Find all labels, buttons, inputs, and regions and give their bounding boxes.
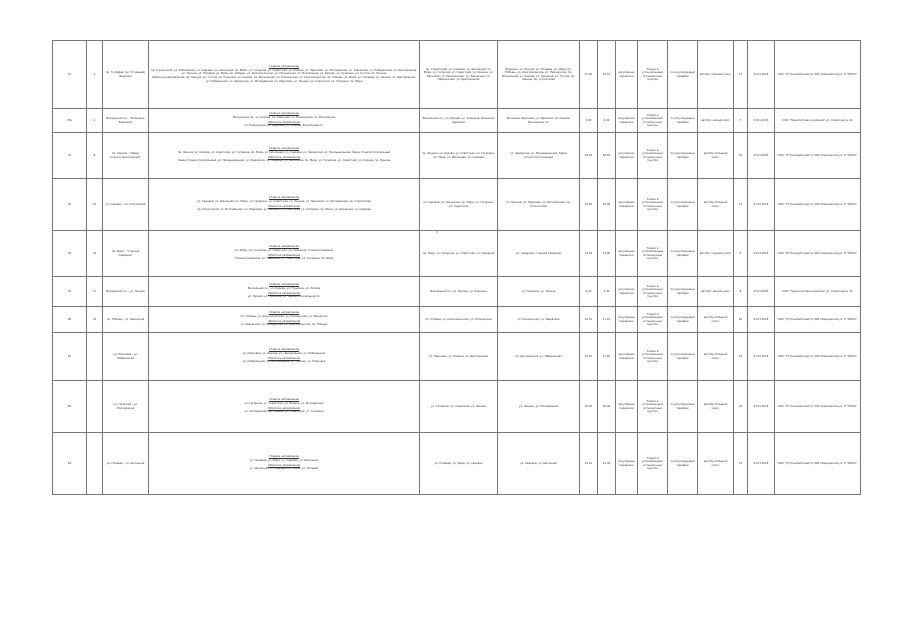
length-forward: 9,20	[580, 277, 598, 307]
tariff: по регулируемым тарифам	[668, 277, 698, 307]
stops-forward: пр. Ленина, ул. Кирова, ул. Советская, ул. Гагарина, пр. Мира, ул. Школьная, ул. Садовая	[420, 133, 498, 179]
transport-type: регулярные перевозки	[616, 433, 638, 495]
length-backward: 17,20	[598, 307, 616, 333]
direction-label: Главное направление	[268, 311, 300, 315]
vehicle-count: 20	[734, 307, 748, 333]
vehicle-count: 7	[734, 109, 748, 133]
direction-label: Главное направление	[268, 112, 300, 116]
route-description	[149, 231, 420, 277]
vehicle-count: 26	[734, 381, 748, 433]
table-row	[53, 133, 861, 179]
vehicle-class: автобус средний класс	[698, 41, 734, 109]
route-sub-number	[87, 381, 103, 433]
route-path-text: ул. Заводская, ул. Пионерская, ул. Комсомольская, пр. Победы	[240, 323, 328, 327]
length-backward: 18,40	[598, 133, 616, 179]
route-sub-number: 19	[87, 307, 103, 333]
tariff: по регулируемым тарифам	[668, 307, 698, 333]
length-forward: 19,50	[580, 179, 598, 231]
length-backward: 27,50	[598, 333, 616, 381]
route-sub-number: 2	[87, 109, 103, 133]
transport-type: регулярные перевозки	[616, 179, 638, 231]
route-name: пр. Ленина - "Завод Станкостроительный"	[103, 133, 149, 179]
carrier: ООО "ГК Трансавтоцентр" 000 Смирновская ул. 8 "ТРАНС"	[775, 133, 861, 179]
direction-label: Обратное направление	[267, 406, 301, 410]
table-row	[53, 277, 861, 307]
route-description	[149, 109, 420, 133]
vehicle-class: автобус средний класс	[698, 231, 734, 277]
route-path-text: ул. Лесная, ул. Пушкина, ул. Кирова, Вокзальная пл.	[247, 295, 321, 299]
start-date: 01.01.2016	[748, 133, 775, 179]
tariff: по регулируемым тарифам	[668, 109, 698, 133]
stop-mode: Только в установленных остановочных пунктах	[638, 277, 668, 307]
length-backward: 9,40	[598, 277, 616, 307]
stops-backward: Вершина, ул. Лесная, ул. Полевая, ул. Мира, пр. Победы, ул. Комсомольская, ул. Пионерская, пл. Вокзальная, ул. Кирова, ул. Пушкина, ул. Гоголя, пр. Ленина, пр. Строителей	[498, 41, 580, 109]
length-backward: 22,10	[598, 41, 616, 109]
start-date: 01.01.2016	[748, 179, 775, 231]
vehicle-class: автобус большой класс	[698, 307, 734, 333]
vehicle-class: автобус большой класс	[698, 133, 734, 179]
vehicle-count: 8	[734, 277, 748, 307]
route-description	[149, 41, 420, 109]
route-number: 82	[53, 333, 87, 381]
route-description	[149, 381, 420, 433]
direction-label: Главное направление	[268, 245, 300, 249]
transport-type: регулярные перевозки	[616, 277, 638, 307]
route-description	[149, 333, 420, 381]
route-name: пр. Гл-Кефер пр-т (Главный) Вершина	[103, 41, 149, 109]
length-backward: 9,40	[598, 109, 616, 133]
route-sub-number: 10	[87, 179, 103, 231]
stops-backward: ул. Пушкина, ул. Лесная	[498, 277, 580, 307]
stops-forward: ул. Гагарина, ул. Советская, ул. Ленина	[420, 381, 498, 433]
vehicle-class: автобус большой класс	[698, 179, 734, 231]
stops-backward: ул. Пионерская, ул. Заводская	[498, 307, 580, 333]
length-forward: 22,10	[580, 433, 598, 495]
length-forward: 18,20	[580, 133, 598, 179]
route-description	[149, 307, 420, 333]
stop-mode: Только в установленных остановочных пунктах	[638, 433, 668, 495]
stops-forward: ул. Парковая, ул. Ленина, ул. Центральная	[420, 333, 498, 381]
table-row	[53, 307, 861, 333]
stops-backward: ул. Центральная, ул. Набережная	[498, 333, 580, 381]
start-date: 01.01.2016	[748, 381, 775, 433]
route-name: ул. Полевая - ул. Школьная	[103, 433, 149, 495]
carrier: ООО "Транспортная компания" ул. Советская д. 14	[775, 277, 861, 307]
tariff: по регулируемым тарифам	[668, 179, 698, 231]
route-path-text: Станция Северная, ул. Северная, ул. Советская, ул. Гагарина, пр. Мира	[234, 257, 334, 261]
route-description	[149, 433, 420, 495]
table-row	[53, 179, 861, 231]
table-row	[53, 109, 861, 133]
stops-forward: ул. Полевая, ул. Мира, ул. Садовая	[420, 433, 498, 495]
stop-mode: Только в установленных остановочных пунктах	[638, 231, 668, 277]
direction-label: Главное направление	[268, 283, 300, 287]
route-path-text: ул. Гагарина, ул. Советская, ул. Ленина, ул. Молодёжная	[244, 402, 324, 406]
route-register-table	[52, 40, 861, 495]
carrier: ООО "ГК Трансавтоцентр" 000 Смирновская ул. 8 "ТРАНС"	[775, 433, 861, 495]
route-path-text: ул. Полевая, ул. Мира, ул. Садовая, ул. Школьная	[249, 459, 319, 463]
route-path-text: пр. Победы, ул. Комсомольская, ул. Пионерская, ул. Заводская	[240, 315, 328, 319]
route-name: Вокзальная пл. - "Больница Заречная"	[103, 109, 149, 133]
vehicle-count: 25	[734, 133, 748, 179]
length-forward: 27,10	[580, 333, 598, 381]
vehicle-count: 12	[734, 41, 748, 109]
stop-mode: Только в установленных остановочных пунктах	[638, 109, 668, 133]
direction-label: Обратное направление	[267, 155, 301, 159]
vehicle-count: 16	[734, 333, 748, 381]
carrier: ООО "ГК Трансавтоцентр" 000 Смирновская ул. 8 "ТРАНС"	[775, 307, 861, 333]
start-date: 01.01.2016	[748, 433, 775, 495]
start-date: 01.01.2016	[748, 277, 775, 307]
stops-forward: Вокзальная пл., ул. Кирова, ул. Пушкина	[420, 277, 498, 307]
tariff: по регулируемым тарифам	[668, 231, 698, 277]
direction-label: Главное направление	[268, 348, 300, 352]
direction-label: Главное направление	[268, 455, 300, 459]
direction-label: Главное направление	[268, 147, 300, 151]
transport-type: регулярные перевозки	[616, 41, 638, 109]
direction-label: Обратное направление	[267, 120, 301, 124]
route-path-text: ул. Школьная, ул. Садовая, ул. Мира, ул. Полевая	[249, 467, 319, 471]
vehicle-class: автобус малый класс	[698, 277, 734, 307]
route-path-text: пр. Мира, ул. Гагарина, ул. Советская, ул. Северная, Станция Северная	[234, 249, 334, 253]
stops-forward: ул. Садовая, ул. Школьная, пр. Мира, ул. Гагарина, ул. Советская	[420, 179, 498, 231]
route-path-text: ул. Больничная, ул. Заречная, ул. Кирова, Вокзальная пл.	[244, 124, 324, 128]
route-path-text: Вокзальная пл., ул. Кирова, ул. Заречная, ул. Больничная, пл. Вокзальная	[232, 116, 336, 120]
route-number: 83	[53, 381, 87, 433]
start-date: 01.01.2016	[748, 231, 775, 277]
stop-mode: Только в установленных остановочных пунктах	[638, 381, 668, 433]
stops-backward: ул. Садовая, ул. Школьная	[498, 433, 580, 495]
carrier: ООО "ГК Трансавтоцентр" 000 Смирновская ул. 8 "ТРАНС"	[775, 41, 861, 109]
tariff: по регулируемым тарифам	[668, 41, 698, 109]
route-path-text: ул. Молодёжная, ул. Ленина, ул. Советская, ул. Гагарина	[244, 410, 324, 414]
length-forward: 20,50	[580, 381, 598, 433]
table-body	[53, 41, 861, 495]
direction-label: Обратное направление	[267, 319, 301, 323]
length-backward: 13,90	[598, 231, 616, 277]
stops-backward: ул. Ленина, ул. Молодёжная	[498, 381, 580, 433]
route-path-text: пр. Ленина, ул. Кирова, ул. Советская, ул. Гагарина, пр. Мира, ул. Школьная, ул. Садовая, ул. Заводская, ул. Промышленная, Завод Станкостроительный	[177, 151, 391, 155]
vehicle-count: 6	[734, 231, 748, 277]
route-path-text: ул. Парковая, ул. Ленина, ул. Центральная, ул. Набережная	[242, 352, 326, 356]
route-sub-number	[87, 333, 103, 381]
table-row	[53, 231, 861, 277]
direction-label: Обратное направление	[267, 291, 301, 295]
tariff: по регулируемым тарифам	[668, 333, 698, 381]
length-forward: 14,00	[580, 231, 598, 277]
transport-type: регулярные перевозки	[616, 333, 638, 381]
direction-label: Главное направление	[268, 65, 300, 68]
vehicle-class: автобус большой класс	[698, 381, 734, 433]
stops-backward: Больница Заречная, ул. Заречная, ул. Кирова, Вокзальная пл.	[498, 109, 580, 133]
transport-type: регулярные перевозки	[616, 381, 638, 433]
route-number: 79	[53, 277, 87, 307]
route-number: 76	[53, 179, 87, 231]
route-sub-number: 4	[87, 41, 103, 109]
vehicle-class: автобус большой класс	[698, 433, 734, 495]
route-name: пр. Победы - ул. Заводская	[103, 307, 149, 333]
start-date: 01.01.2016	[748, 333, 775, 381]
route-name: ул. Садовая - пр. Строителей	[103, 179, 149, 231]
stops-backward: ул. Северная, Станция Северная	[498, 231, 580, 277]
route-description	[149, 277, 420, 307]
route-description	[149, 133, 420, 179]
stops-forward: пр. Победы, ул. Комсомольская, ул. Пионерская	[420, 307, 498, 333]
transport-type: регулярные перевозки	[616, 307, 638, 333]
stop-mode: Только в установленных остановочных пунктах	[638, 307, 668, 333]
vehicle-class: автобус большой класс	[698, 333, 734, 381]
direction-label: Обратное направление	[267, 356, 301, 360]
route-path-text: пр. Строителей, ул. Юбилейная, ул. Садовая, ул. Школьная, пр. Мира, ул. Гагарина, ул. Советская, ул. Ленина, ул. Парковая, ул. Молодёжная, ул. Заводская, ул. Набережная, ул. Центральная, ул. Лесная, ул. Полевая, ул. Мира, пр. Победы, ул. Комсомольская, ул. Пионерская, пл. Вокзальная, ул. Кирова, ул. Пушкина, ул. Гоголя, пр. Ленина	[151, 68, 417, 76]
length-backward: 19,00	[598, 179, 616, 231]
route-path-text: ул. Набережная, ул. Центральная, ул. Ленина, ул. Парковая	[242, 360, 326, 364]
carrier: ООО "ГК Трансавтоцентр" 000 Смирновская ул. 8 "ТРАНС"	[775, 231, 861, 277]
route-path-text: Завод Станкостроительный, ул. Промышленная, ул. Заводская, ул. Садовая, ул. Школьная, пр. Мира, ул. Гагарина, ул. Советская, ул. Кирова, пр. Ленина	[177, 159, 391, 163]
direction-label: Главное направление	[268, 398, 300, 402]
carrier: ООО "ГК Трансавтоцентр" 000 Смирновская ул. 8 "ТРАНС"	[775, 381, 861, 433]
carrier: ООО "ГК Трансавтоцентр" 000 Смирновская ул. 8 "ТРАНС"	[775, 333, 861, 381]
table-row	[53, 381, 861, 433]
route-sub-number	[87, 433, 103, 495]
route-number: 78	[53, 231, 87, 277]
route-sub-number: 17	[87, 277, 103, 307]
stop-mode: Только в установленных остановочных пунктах	[638, 133, 668, 179]
stop-mode: Только в установленных остановочных пунктах	[638, 179, 668, 231]
stops-backward: ул. Заводская, ул. Промышленная, Завод Станкостроительный	[498, 133, 580, 179]
start-date: 01.01.2016	[748, 41, 775, 109]
start-date: 01.01.2016	[748, 307, 775, 333]
length-forward: 21,00	[580, 41, 598, 109]
direction-label: Обратное направление	[267, 204, 301, 208]
table-row	[53, 41, 861, 109]
vehicle-class: автобус малый класс	[698, 109, 734, 133]
length-forward: 9,80	[580, 109, 598, 133]
carrier: ООО "Транспортная компания" ул. Советская д. 14	[775, 109, 861, 133]
route-path-text: Обратное направление: пр. Ленина, ул. Гоголя, ул. Пушкина, ул. Кирова, пл. Вокзальная, ул. Пионерская, ул. Комсомольская, пр. Победы, ул. Мира, ул. Полевая, ул. Лесная, ул. Центральная, ул. Набережная, ул. Заводская, ул. Молодёжная, ул. Парковая, ул. Ленина, ул. Советская, ул. Гагарина, пр. Мира	[152, 76, 416, 83]
route-description	[149, 179, 420, 231]
table-row	[53, 433, 861, 495]
stop-mode: Только в установленных остановочных пунктах	[638, 41, 668, 109]
route-number: 75	[53, 133, 87, 179]
length-backward: 21,30	[598, 433, 616, 495]
route-path-text: пр. Строителей, ул. Молодёжная, ул. Парковая, ул. Ленина, ул. Советская, ул. Гагарина, пр. Мира, ул. Школьная, ул. Садовая	[197, 208, 371, 212]
direction-label: Главное направление	[268, 196, 300, 200]
direction-label: Обратное направление	[267, 463, 301, 467]
route-number: 84	[53, 433, 87, 495]
length-forward: 16,10	[580, 307, 598, 333]
route-number: 72	[53, 41, 87, 109]
route-number: 80	[53, 307, 87, 333]
route-path-text: ул. Садовая, ул. Школьная, пр. Мира, ул. Гагарина, ул. Советская, ул. Ленина, ул. Парковая, ул. Молодёжная, пр. Строителей	[197, 200, 371, 204]
length-backward: 20,90	[598, 381, 616, 433]
vehicle-count: 15	[734, 433, 748, 495]
stop-mode: Только в установленных остановочных пунктах	[638, 333, 668, 381]
transport-type: регулярные перевозки	[616, 133, 638, 179]
stops-backward: ул. Ленина, ул. Парковая, ул. Молодёжная, пр. Строителей	[498, 179, 580, 231]
table-row	[53, 333, 861, 381]
page-number: 2	[436, 230, 438, 234]
tariff: по регулируемым тарифам	[668, 433, 698, 495]
transport-type: регулярные перевозки	[616, 231, 638, 277]
transport-type: регулярные перевозки	[616, 109, 638, 133]
tariff: по регулируемым тарифам	[668, 381, 698, 433]
carrier: ООО "ГК Трансавтоцентр" 000 Смирновская ул. 8 "ТРАНС"	[775, 179, 861, 231]
route-path-text: Вокзальная пл., ул. Кирова, ул. Пушкина, ул. Лесная	[247, 287, 321, 291]
vehicle-count: 13	[734, 179, 748, 231]
route-sub-number: 8	[87, 133, 103, 179]
route-name: ул. Парковая - ул. Набережная	[103, 333, 149, 381]
stops-forward: пр. Строителей, ул. Садовая, ул. Школьная, пр. Мира, ул. Гагарина, ул. Советская, ул. Ленина, ул. Парковая, ул. Молодёжная, ул. Заводская, ул. Набережная, ул. Центральная	[420, 41, 498, 109]
start-date: 01.01.2016	[748, 109, 775, 133]
route-sub-number: 14	[87, 231, 103, 277]
stops-forward: Вокзальная пл., ул. Кирова, ул. Заречная, Больница Заречная	[420, 109, 498, 133]
route-name: Вокзальная пл. - ул. Лесная	[103, 277, 149, 307]
route-number: 73А	[53, 109, 87, 133]
route-name: ул. Гагарина - ул. Молодёжная	[103, 381, 149, 433]
direction-label: Обратное направление	[267, 253, 301, 257]
route-name: пр. Мира - "Станция Северная"	[103, 231, 149, 277]
tariff: по регулируемым тарифам	[668, 133, 698, 179]
stops-forward: пр. Мира, ул. Гагарина, ул. Советская, ул. Северная	[420, 231, 498, 277]
